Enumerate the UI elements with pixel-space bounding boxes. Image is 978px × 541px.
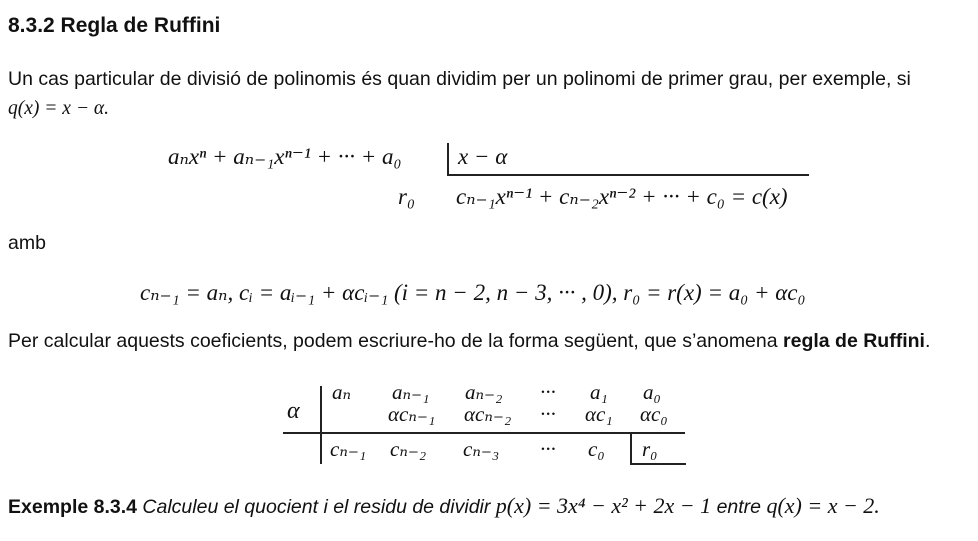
table-cell: cₙ₋₁: [330, 437, 367, 461]
table-cell: c₀: [588, 437, 605, 461]
table-cell: r₀: [642, 437, 658, 461]
table-cell: αc₀: [640, 402, 668, 426]
table-cell: ···: [540, 402, 556, 426]
example-block: [8, 493, 880, 519]
table-cell: cₙ₋₃: [463, 437, 500, 461]
ruffini-sentence: [8, 330, 930, 353]
ruffini-sentence-text: Per calcular aquests coeficients, podem escriure-ho de la forma següent, que s’anomena: [8, 330, 784, 352]
table-cell: αc₁: [585, 402, 613, 426]
table-cell: aₙ: [332, 380, 352, 404]
remainder-box-horizontal: [630, 463, 686, 465]
table-cell: a₀: [643, 380, 661, 404]
table-cell: aₙ₋₁: [392, 380, 430, 404]
table-horizontal-line: [283, 432, 685, 434]
example-label: Exemple 8.3.4: [8, 496, 137, 518]
table-cell: a₁: [590, 380, 608, 404]
ruffini-term: regla de Ruffini: [783, 330, 925, 352]
example-q: q(x) = x − 2.: [766, 493, 880, 518]
table-cell: αcₙ₋₂: [464, 402, 512, 426]
remainder-box-vertical: [630, 434, 632, 464]
intro-line: Un cas particular de divisió de polinomis és quan dividim per un polinomi de primer grau, per exemple, si: [8, 68, 911, 90]
amb-label: amb: [8, 232, 46, 254]
division-horizontal-bar: [447, 174, 809, 176]
intro-math: q(x) = x − α.: [8, 98, 109, 119]
polynomial-division: [0, 0, 978, 230]
table-cell: aₙ₋₂: [465, 380, 503, 404]
example-p: p(x) = 3x⁴ − x² + 2x − 1: [495, 493, 712, 518]
divisor: x − α: [458, 144, 508, 169]
example-text: Calculeu el quocient i el residu de dividir: [142, 496, 491, 518]
example-between: entre: [716, 496, 762, 518]
section-heading: 8.3.2 Regla de Ruffini: [8, 14, 221, 37]
table-cell: ···: [540, 380, 556, 404]
remainder: r₀: [398, 184, 415, 209]
division-vertical-bar: [447, 143, 449, 175]
table-cell: αcₙ₋₁: [388, 402, 436, 426]
table-vertical-line: [320, 386, 322, 464]
table-cell: cₙ₋₂: [390, 437, 427, 461]
dividend: aₙxⁿ + aₙ₋₁xⁿ⁻¹ + ··· + a₀: [168, 144, 402, 169]
ruffini-sentence-end: .: [924, 330, 931, 352]
quotient: cₙ₋₁xⁿ⁻¹ + cₙ₋₂xⁿ⁻² + ··· + c₀ = c(x): [456, 184, 788, 209]
alpha-symbol: α: [287, 398, 300, 424]
table-cell: ···: [540, 437, 556, 461]
coefficient-formula: cₙ₋₁ = aₙ, cᵢ = aᵢ₋₁ + αcᵢ₋₁ (i = n − 2, n − 3, ··· , 0), r₀ = r(x) = a₀ + αc₀: [140, 280, 806, 305]
